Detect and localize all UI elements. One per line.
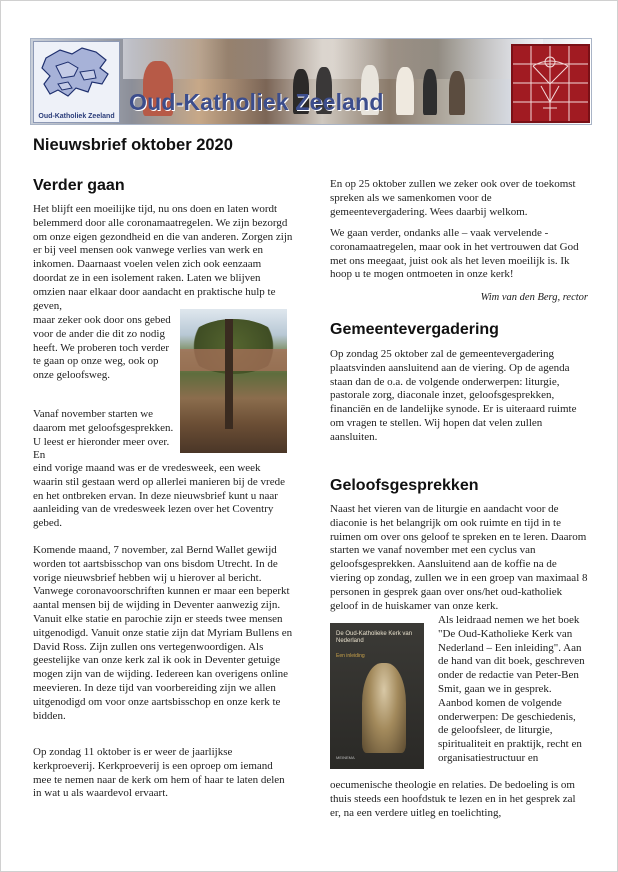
page-title: Nieuwsbrief oktober 2020: [33, 136, 233, 154]
paragraph: oecumenische theologie en relaties. De bedoeling is om thuis steeds een hoofdstuk te lezen en in het gesprek zal er, na een verdere uitleg en toelichting,: [330, 779, 576, 819]
banner-figure: [449, 71, 465, 115]
paragraph: maar zeker ook door ons gebed voor de ander die dit zo nodig heeft. We proberen toch verder te gaan op onze weg, ook op onze geloofsweg.: [33, 314, 171, 382]
signature: Wim van den Berg, rector: [480, 292, 588, 303]
section-heading-gemeentevergadering: Gemeentevergadering: [330, 321, 499, 338]
book-cover-image: [330, 623, 424, 769]
book-title: De Oud-Katholieke Kerk van Nederland: [336, 631, 413, 644]
chalice-emblem-icon: [511, 44, 590, 123]
logo: [33, 41, 120, 123]
section-heading-geloofsgesprekken: Geloofsgesprekken: [330, 477, 479, 494]
paragraph: Als leidraad nemen we het boek "De Oud-Katholieke Kerk van Nederland – Een inleiding". Aan de hand van dit boek, geschreven onder de redactie van Peter-Ben Smit, gaan we in gesprek. Aanbod komen de volgende onderwerpen: De geschiedenis, de geloofsleer, de liturgie, spiritualiteit en praktijk, recht en organisatiestructuur en: [438, 614, 585, 764]
paragraph: Op zondag 25 oktober zal de gemeentevergadering plaatsvinden aansluitend aan de viering. Op de agenda staan dan de o.a. de volgende onderwerpen: liturgie, pastorale zorg, diaconale inzet, geloofsgesprekken, financiën en de landelijke synode. Er is uiteraard ruimte om vragen te stellen. Wij hopen dat velen zullen aansluiten.: [330, 348, 577, 443]
logo-caption: Oud-Katholiek Zeeland: [38, 113, 115, 120]
paragraph: Komende maand, 7 november, zal Bernd Wallet gewijd worden tot aartsbisschop van ons bisdom Utrecht. In de vorige nieuwsbrief hebben wij u hierover al bericht. Vanwege coronavoorschriften kunnen er maar een beperkt aantal mensen bij de wijding in Deventer aanwezig zijn. Vanuit elke statie en parochie zijn er steeds twee mensen uitgenodigd. Vanuit onze statie zijn dat Myriam Bullens en David Ross. Zijn zullen ons vertegenwoordigen. Als geestelijke van onze kerk zal ik ook in Deventer getuige mogen zijn van de wijding. Iedereen kan overigens online meevieren. In deze tijd van voorbereiding zijn we allen uitgenodigd om voor onze aartsbisschop en onze kerk te bidden.: [33, 544, 293, 722]
header-banner: [30, 38, 592, 125]
statue-image: [362, 663, 406, 753]
paragraph: Het blijft een moeilijke tijd, nu ons doen en laten wordt belemmerd door alle coronamaatregelen. We zijn bezorgd om onze eigen gezondheid en die van anderen. Zorgen zijn er bij veel mensen ook vanwege verlies van werk en inkomen. Daarnaast voelen velen zich ook eenzaam doordat ze in een isolement raken. Laten we blijven omzien naar elkaar door aandacht en praktische hulp te geven,: [33, 203, 293, 311]
paragraph: Naast het vieren van de liturgie en aandacht voor de diaconie is het belangrijk om ook ruimte en tijd in te ruimen om over ons geloof te spreken en te leren. Daarom starten we vanaf november met een cyclus van geloofsgesprekken. Aansluitend aan de koffie na de viering op zondag, zullen we in een groep van maximaal 8 personen in gesprek gaan over ons/het oud-katholiek geloof in de huiskamer van onze kerk.: [330, 503, 588, 612]
church-garden-photo: [180, 309, 287, 453]
banner-figure: [396, 67, 414, 115]
paragraph: Op zondag 11 oktober is er weer de jaarlijkse kerkproeverij. Kerkproeverij is een oproep om iemand mee te nemen naar de kerk om hem of haar te laten delen in wat u als waardevol ervaart.: [33, 746, 285, 800]
paragraph: eind vorige maand was er de vredesweek, een week waarin stil gestaan werd op allerlei manieren bij de vrede en het ontbreken ervan. In deze nieuwsbrief kunt u naar aanleiding van de vredesweek lezen over het Coventry gebed.: [33, 462, 285, 530]
paragraph: We gaan verder, ondanks alle – vaak vervelende - coronamaatregelen, maar ook in het vertrouwen dat God met ons meegaat, juist ook als het leven moeilijk is. Ik hoop u te mogen ontmoeten in onze kerk!: [330, 227, 579, 281]
paragraph: En op 25 oktober zullen we zeker ook over de toekomst spreken als we samenkomen voor de gemeentevergadering. Wees daarbij welkom.: [330, 178, 576, 218]
book-subtitle: Een inleiding: [336, 653, 365, 659]
section-heading-verder-gaan: Verder gaan: [33, 177, 125, 194]
brand-title: Oud-Katholiek Zeeland: [129, 89, 384, 115]
zeeland-map-icon: [38, 44, 114, 110]
banner-figure: [423, 69, 437, 115]
banner-photo-collage: [123, 39, 543, 79]
paragraph: Vanaf november starten we daarom met geloofsgesprekken. U leest er hieronder meer over. En: [33, 408, 174, 462]
book-publisher: MEINEMA: [336, 755, 355, 760]
